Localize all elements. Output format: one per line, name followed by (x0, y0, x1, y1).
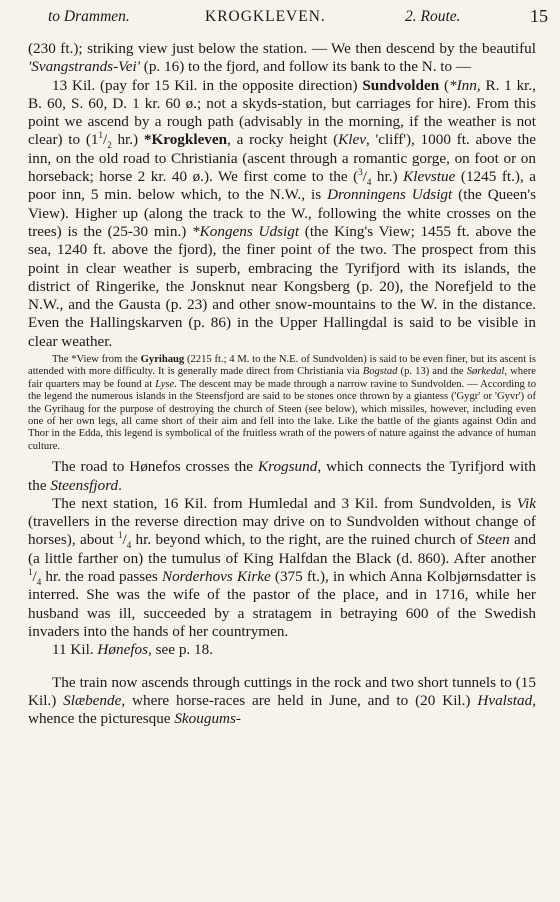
text-run: ( (439, 76, 450, 94)
italic-term: Hvalstad (477, 691, 533, 709)
text-run: , where horse-races are held in June, and to (20 Kil.) (121, 691, 478, 709)
text-run: . The descent may be made through a narrow ravine to Sundvolden. — According to the legend the numerous islands in the Steensfjord are said to be stones once thrown by a giantess ('Gygr' or 'Gyvr') of the Gyrihaug for the purpose of destroying the church of Steen (see below), which missiles, however, including even one of her own legs, all came short of their aim and fell into the lake. Like the battle of the giants against Odin and Thor in the Edda, this legend is symbolical of the fruitless wrath of the powers of nature against the advance of human culture. (28, 378, 537, 452)
text-run: , see p. 18. (148, 641, 214, 659)
text-run: , whence the picturesque (28, 691, 536, 728)
page-body (28, 40, 536, 728)
page-number: 15 (530, 6, 548, 26)
italic-term: Hønefos (97, 641, 149, 659)
paragraph-vik (28, 495, 536, 641)
italic-term: Bogstad (362, 366, 398, 378)
text-run: (the King's View; 1455 ft. above the sea, 1240 ft. above the fjord), the finer point of the two. The prospect from this point in clear weather is superb, embracing the Tyrifjord with its islands, the district of Ringerike, the Jonsknut near Kongsberg (p. 20), the Norefjeld to the N.W., and the Gausta (p. 23) and other snow-mountains to the W. in the distance. Even the Hallingskarven (p. 86) in the Upper Hallingdal is said to be visible in clear weather. (28, 222, 536, 350)
paragraph-honefos (28, 641, 536, 659)
bold-place: Sundvolden (362, 76, 440, 94)
running-header (0, 4, 560, 30)
small-print-note (28, 354, 536, 453)
text-run: (2215 ft.; 4 M. to the N.E. of Sundvolden) is said to be even finer, but its ascent is attended with more difficulty. It is generally made direct from Christiania via (28, 354, 536, 378)
text-run: The road to Hønefos crosses the (52, 458, 258, 476)
text-run: hr. beyond which, to the right, are the ruined church of (131, 531, 477, 549)
paragraph-1 (28, 40, 536, 77)
text-run: 13 Kil. (pay for 15 Kil. in the opposite direction) (52, 76, 363, 94)
italic-term: Sørkedal (466, 366, 505, 378)
italic-term: Slæbende (63, 691, 122, 709)
fraction-numerator: 1 (118, 530, 123, 541)
text-run: (230 ft.); striking view just below the station. — We then descend by the beautiful (28, 40, 536, 57)
italic-term: *Inn (449, 76, 477, 94)
italic-term: *Kongens Udsigt (192, 222, 300, 240)
fraction-numerator: 1 (98, 130, 103, 141)
italic-term: Lyse (155, 378, 175, 390)
italic-term: Norderhovs Kirke (161, 568, 271, 586)
text-run: hr.) (371, 168, 404, 186)
text-run: (p. 13) and the (397, 366, 467, 378)
italic-term: Skougums- (174, 710, 241, 728)
text-run: The train now ascends through cuttings in the rock and two short tunnels to (15 Kil.) (28, 673, 536, 709)
text-run: 11 Kil. (52, 641, 98, 659)
header-route: 2. Route. (405, 8, 461, 25)
fraction-denominator: 2 (107, 140, 112, 151)
italic-term: Vik (516, 494, 536, 512)
italic-term: Steensfjord (50, 476, 119, 494)
bold-place: *Krogkleven (143, 131, 228, 149)
text-run: , which connects the Tyrifjord with the (28, 458, 536, 494)
bold-place: Gyrihaug (140, 354, 185, 366)
italic-term: Steen (476, 531, 510, 549)
header-left: to Drammen. (48, 8, 130, 25)
text-run: (travellers in the reverse direction may drive on to Sundvolden without change of horses), about (28, 513, 536, 549)
text-run: , R. 1 kr., B. 60, S. 60, D. 1 kr. 60 ø.; not a skyds-station, but carriages for hire). From this point we ascend by a rough path (advisably in the morning, if the weather is not clear) to (1 (28, 76, 536, 149)
paragraph-sundvolden (28, 77, 536, 351)
fraction-numerator: 3 (358, 167, 363, 178)
fraction-numerator: 1 (28, 567, 33, 578)
text-run: , 'cliff'), 1000 ft. above the inn, on the old road to Christiania (ascent through a romantic gorge, on foot or on horseback; horse 2 kr. 40 ø.). We first come to the ( (28, 131, 536, 186)
header-title: KROGKLEVEN. (205, 8, 326, 25)
fraction-denominator: 4 (36, 577, 42, 588)
text-run: and (a little farther on) the tumulus of King Halfdan the Black (d. 860). After another (28, 531, 536, 567)
text-run: (p. 16) to the fjord, and follow its bank to the N. to — (139, 58, 472, 76)
text-run: The *View from the (52, 354, 141, 366)
italic-term: Dronningens Udsigt (327, 186, 453, 204)
fraction-denominator: 4 (126, 540, 132, 551)
fraction-slash: / (102, 131, 108, 149)
fraction-slash: / (122, 531, 127, 549)
text-run: , where fair quarters may be found at (28, 366, 537, 390)
fraction-slash: / (362, 168, 367, 186)
italic-term: Krogsund (257, 458, 318, 476)
text-run: hr. the road passes (41, 568, 162, 586)
text-run: (375 ft.), in which Anna Kolbjørnsdatter is interred. She was the wife of the pastor of the place, and in 1716, while her husband was ill, succeeded by a stratagem in betraying 600 of the Swedish invaders into the hands of her countrymen. (28, 568, 536, 640)
paragraph-train (28, 674, 536, 729)
text-run: , a rocky height ( (227, 131, 339, 149)
italic-term: Klevstue (403, 168, 456, 186)
italic-term: 'Svangstrands-Vei' (28, 58, 140, 76)
paragraph-hønefos-road (28, 458, 536, 495)
italic-term: Klev (338, 131, 366, 149)
fraction-denominator: 4 (366, 177, 372, 188)
text-run: . (118, 476, 122, 494)
text-run: hr.) (111, 131, 144, 149)
text-run: (the Queen's View). Higher up (along the track to the W., following the white crosses on the trees) is the (25-30 min.) (28, 186, 536, 240)
text-run: The next station, 16 Kil. from Humledal and 3 Kil. from Sundvolden, is (52, 494, 517, 512)
fraction-slash: / (32, 568, 37, 586)
text-run: (1245 ft.), a poor inn, 5 min. below which, to the N.W., is (28, 168, 536, 204)
